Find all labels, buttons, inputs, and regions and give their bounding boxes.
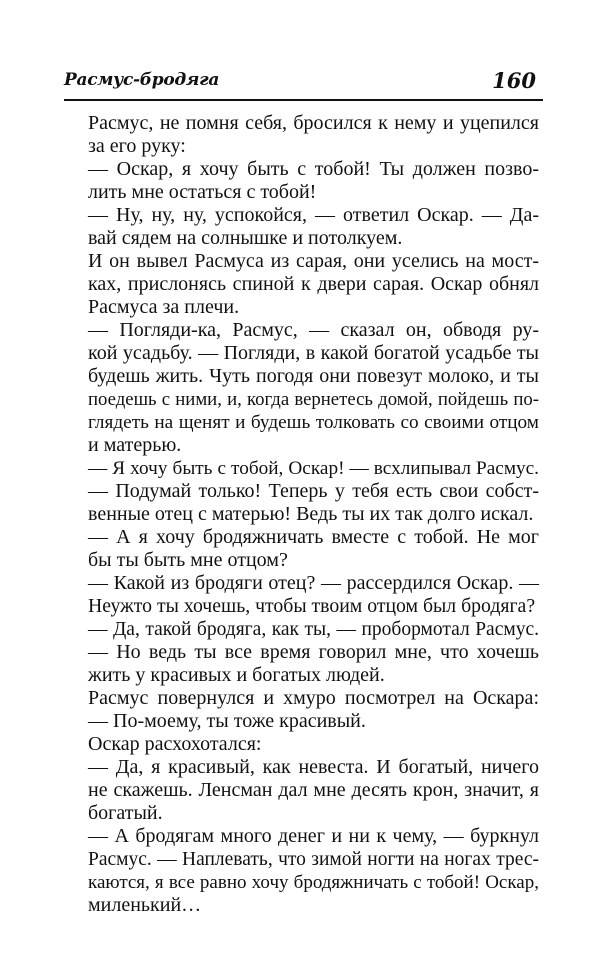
- text-line: кой усадьбу. — Погляди, в какой богатой усадьбе ты: [88, 342, 539, 364]
- text-line: миленький…: [88, 894, 202, 916]
- body-text: [88, 112, 539, 917]
- text-line: венные отец с матерью! Ведь ты их так долго искал.: [88, 503, 534, 525]
- text-line: Оскар расхохотался:: [88, 733, 262, 755]
- header-rule: [64, 99, 543, 101]
- text-line: — Погляди-ка, Расмус, — сказал он, обводя ру-: [88, 319, 539, 341]
- text-line: бы ты быть мне отцом?: [88, 549, 288, 571]
- text-line: Расмуса за плечи.: [88, 296, 240, 318]
- text-line: — Я хочу быть с тобой, Оскар! — всхлипывал Расмус.: [88, 458, 539, 479]
- book-title: Расмус-бродяга: [64, 70, 220, 90]
- text-line: — Ну, ну, ну, успокойся, — ответил Оскар. — Да-: [88, 204, 539, 226]
- text-line: — Да, я красивый, как невеста. И богатый, ничего: [88, 756, 539, 778]
- text-line: жить у красивых и богатых людей.: [88, 664, 385, 686]
- text-line: — Подумай только! Теперь у тебя есть свои собст-: [88, 480, 539, 502]
- text-line: ках, прислонясь спиной к двери сарая. Оскар обнял: [88, 273, 539, 295]
- text-line: лить мне остаться с тобой!: [88, 181, 317, 203]
- text-line: И он вывел Расмуса из сарая, они уселись на мост-: [88, 250, 539, 272]
- text-line: — Но ведь ты все время говорил мне, что хочешь: [88, 641, 539, 663]
- text-line: богатый.: [88, 802, 163, 824]
- text-line: — Оскар, я хочу быть с тобой! Ты должен позво-: [88, 158, 539, 180]
- text-line: вай сядем на солнышке и потолкуем.: [88, 227, 403, 249]
- text-line: поедешь с ними, и, когда вернетесь домой, пойдешь по-: [88, 389, 539, 410]
- text-line: и матерью.: [88, 434, 182, 456]
- running-head: [64, 68, 544, 96]
- text-line: не скажешь. Ленсман дал мне десять крон, значит, я: [88, 779, 539, 801]
- text-line: будешь жить. Чуть погодя они повезут молоко, и ты: [88, 365, 539, 387]
- text-line: — Да, такой бродяга, как ты, — пробормотал Расмус.: [88, 619, 539, 640]
- page-number: 160: [492, 68, 536, 93]
- text-line: Расмус повернулся и хмуро посмотрел на Оскара:: [88, 687, 539, 709]
- text-line: Расмус, не помня себя, бросился к нему и уцепился: [88, 112, 539, 134]
- text-line: Расмус. — Наплевать, что зимой ногти на ногах трес-: [88, 849, 539, 870]
- text-line: каются, я все равно хочу бродяжничать с тобой! Оскар,: [88, 872, 539, 893]
- text-line: глядеть на щенят и будешь толковать со своими отцом: [88, 412, 539, 433]
- text-line: — Какой из бродяги отец? — рассердился Оскар. —: [88, 572, 539, 594]
- text-line: — А я хочу бродяжничать вместе с тобой. Не мог: [88, 526, 539, 548]
- text-line: — А бродягам много денег и ни к чему, — буркнул: [88, 825, 539, 847]
- text-line: — По-моему, ты тоже красивый.: [88, 710, 366, 732]
- text-line: за его руку:: [88, 135, 186, 157]
- text-line: Неужто ты хочешь, чтобы твоим отцом был бродяга?: [88, 595, 536, 617]
